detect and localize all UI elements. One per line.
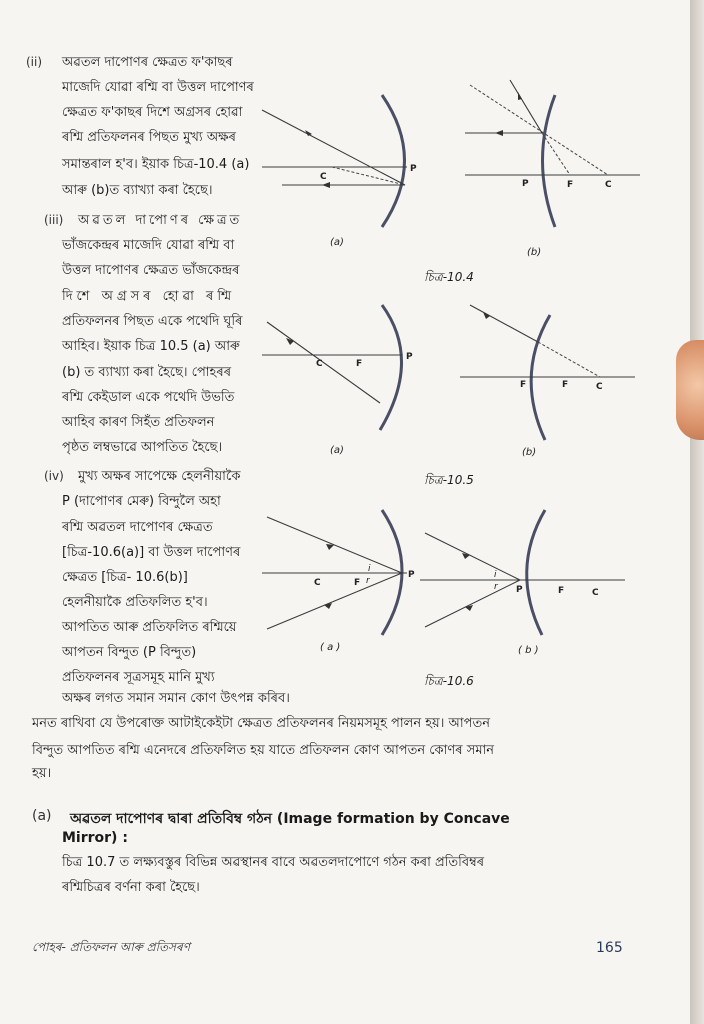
reflected-ray — [425, 580, 520, 627]
point-f: F — [558, 586, 565, 596]
arrow — [495, 130, 503, 136]
fig-10-4a-label: (a) — [330, 237, 344, 248]
point-p: P — [408, 570, 415, 580]
extension-to-f — [542, 133, 570, 175]
fig-10-4-caption: চিত্ৰ-10.4 — [424, 270, 474, 284]
reflected-ray — [267, 573, 402, 629]
page-edge — [690, 0, 704, 1024]
item-iii-line: দিশে অগ্ৰসৰ হোৱা ৰশ্মি — [62, 289, 236, 304]
thumb — [676, 340, 704, 440]
item-iii-line: ভাঁজকেন্দ্ৰৰ মাজেদি যোৱা ৰশ্মি বা — [62, 238, 235, 253]
extension-to-c — [538, 342, 600, 377]
item-ii-line: মাজেদি যোৱা ৰশ্মি বা উত্তল দাপোণৰ — [62, 80, 254, 95]
fig-10-5-caption: চিত্ৰ-10.5 — [424, 473, 474, 487]
incident-ray — [470, 305, 538, 342]
point-f: F — [354, 578, 361, 588]
item-iv-line: মুখ্য অক্ষৰ সাপেক্ষে হেলনীয়াকৈ — [78, 469, 241, 484]
incident-ray — [425, 533, 520, 580]
fig-10-6b-label: ( b ) — [518, 645, 539, 656]
convex-mirror — [527, 510, 545, 635]
incident-ray — [267, 517, 402, 573]
point-p: P — [410, 164, 417, 174]
item-iv-line: ৰশ্মি অৱতল দাপোণৰ ক্ষেত্ৰত — [62, 520, 213, 535]
item-iv-line: [চিত্ৰ-10.6(a)] বা উত্তল দাপোণৰ — [62, 545, 241, 560]
section-a-body: ৰশ্মিচিত্ৰৰ বৰ্ণনা কৰা হৈছে। — [62, 880, 200, 895]
item-iv-line: অক্ষৰ লগত সমান সমান কোণ উৎপন্ন কৰিব। — [62, 691, 290, 706]
point-p: P — [406, 352, 413, 362]
note-line: মনত ৰাখিবা যে উপৰোক্ত আটাইকেইটা ক্ষেত্ৰত প্ৰতিফলনৰ নিয়মসমূহ পালন হয়। আপতন — [32, 716, 490, 731]
incident-ray — [510, 80, 542, 133]
item-iv-line: P (দাপোণৰ মেৰু) বিন্দুলৈ অহা — [62, 494, 221, 509]
concave-mirror — [382, 95, 405, 227]
arrow — [518, 92, 522, 100]
normal-line — [470, 85, 608, 175]
angle-r: r — [494, 582, 498, 592]
fig-10-5a-label: (a) — [330, 445, 344, 456]
item-iii-line: প্ৰতিফলনৰ পিছত একে পথেদি ঘূৰি — [62, 314, 243, 329]
item-iv-line: ক্ষেত্ৰত [চিত্ৰ- 10.6(b)] — [62, 570, 188, 585]
fig-10-5a-diagram — [262, 300, 432, 440]
point-c: C — [316, 359, 323, 369]
item-ii-line: ক্ষেত্ৰত ফ'কাছৰ দিশে অগ্ৰসৰ হোৱা — [62, 105, 243, 120]
item-iv-number: (iv) — [44, 469, 64, 483]
item-iv-line: আপতিত আৰু প্ৰতিফলিত ৰশ্মিয়ে — [62, 620, 237, 635]
point-c: C — [314, 578, 321, 588]
fig-10-6a-diagram — [262, 505, 432, 640]
normal-line — [332, 167, 405, 185]
item-iii-line: ৰশ্মি কেইডাল একে পথেদি উভতি — [62, 390, 235, 405]
point-c: C — [605, 180, 612, 190]
item-iii-line: অৱতল দাপোণৰ ক্ষেত্ৰত — [78, 213, 243, 228]
item-iii-line: উত্তল দাপোণৰ ক্ষেত্ৰত ভাঁজকেন্দ্ৰৰ — [62, 263, 240, 278]
fig-10-5b-label: (b) — [522, 447, 537, 458]
fig-10-6-caption: চিত্ৰ-10.6 — [424, 674, 474, 688]
page-number: 165 — [596, 940, 623, 956]
fig-10-4b-diagram — [460, 75, 650, 235]
item-iii-line: পৃষ্ঠত লম্বভাৱে আপতিত হৈছে। — [62, 440, 223, 455]
item-ii-line: ৰশ্মি প্ৰতিফলনৰ পিছত মুখ্য অক্ষৰ — [62, 130, 236, 145]
item-ii-line: সমান্তৰাল হ'ব। ইয়াক চিত্ৰ-10.4 (a) — [62, 157, 250, 172]
item-iii-number: (iii) — [44, 213, 64, 227]
item-iv-line: আপতন বিন্দুত (P বিন্দুত) — [62, 645, 197, 660]
item-ii-line: আৰু (b)ত ব্যাখ্যা কৰা হৈছে। — [62, 183, 213, 198]
section-a-number: (a) — [32, 808, 52, 824]
point-f: F — [567, 180, 574, 190]
convex-mirror — [543, 95, 556, 227]
section-a-title-cont: Mirror) : — [62, 830, 128, 846]
point-c: C — [596, 382, 603, 392]
fig-10-4a-diagram — [262, 75, 432, 235]
arrow — [326, 544, 334, 550]
item-iii-line: (b) ত ব্যাখ্যা কৰা হৈছে। পোহৰৰ — [62, 365, 232, 380]
arrow — [483, 312, 490, 319]
point-f: F — [520, 380, 527, 390]
point-f: F — [562, 380, 569, 390]
concave-mirror — [380, 305, 402, 430]
item-iii-line: আহিব। ইয়াক চিত্ৰ 10.5 (a) আৰু — [62, 339, 240, 354]
ray-through-c — [267, 322, 380, 403]
angle-i: i — [494, 570, 497, 580]
point-f: F — [356, 359, 363, 369]
fig-10-4b-label: (b) — [527, 247, 542, 258]
incident-ray — [262, 110, 405, 185]
section-a-title: অৱতল দাপোণৰ দ্বাৰা প্ৰতিবিম্ব গঠন (Image formation by Concave — [70, 811, 510, 827]
arrow — [465, 605, 473, 611]
point-p: P — [516, 585, 523, 595]
item-ii-line: অৱতল দাপোণৰ ক্ষেত্ৰত ফ'কাছৰ — [62, 55, 233, 70]
footer-chapter: পোহৰ- প্ৰতিফলন আৰু প্ৰতিসৰণ — [32, 940, 190, 954]
angle-r: r — [366, 576, 370, 586]
angle-i: i — [368, 564, 371, 574]
note-line: হয়। — [32, 766, 52, 781]
item-iii-line: আহিব কাৰণ সিহঁত প্ৰতিফলন — [62, 415, 215, 430]
point-c: C — [320, 172, 327, 182]
fig-10-6b-diagram — [420, 505, 640, 640]
point-p: P — [522, 179, 529, 189]
item-iv-line: হেলনীয়াকৈ প্ৰতিফলিত হ'ব। — [62, 595, 208, 610]
arrow — [462, 553, 470, 559]
item-iv-line: প্ৰতিফলনৰ সূত্ৰসমূহ মানি মুখ্য — [62, 670, 215, 685]
note-line: বিন্দুত আপতিত ৰশ্মি এনেদৰে প্ৰতিফলিত হয় যাতে প্ৰতিফলন কোণ আপতন কোণৰ সমান — [32, 743, 495, 758]
fig-10-6a-label: ( a ) — [320, 642, 341, 653]
point-c: C — [592, 588, 599, 598]
section-a-body: চিত্ৰ 10.7 ত লক্ষ্যবস্তুৰ বিভিন্ন অৱস্থানৰ বাবে অৱতলদাপোণে গঠন কৰা প্ৰতিবিম্বৰ — [62, 855, 485, 870]
item-ii-number: (ii) — [26, 55, 43, 69]
fig-10-5b-diagram — [460, 300, 650, 440]
arrow — [322, 182, 330, 188]
